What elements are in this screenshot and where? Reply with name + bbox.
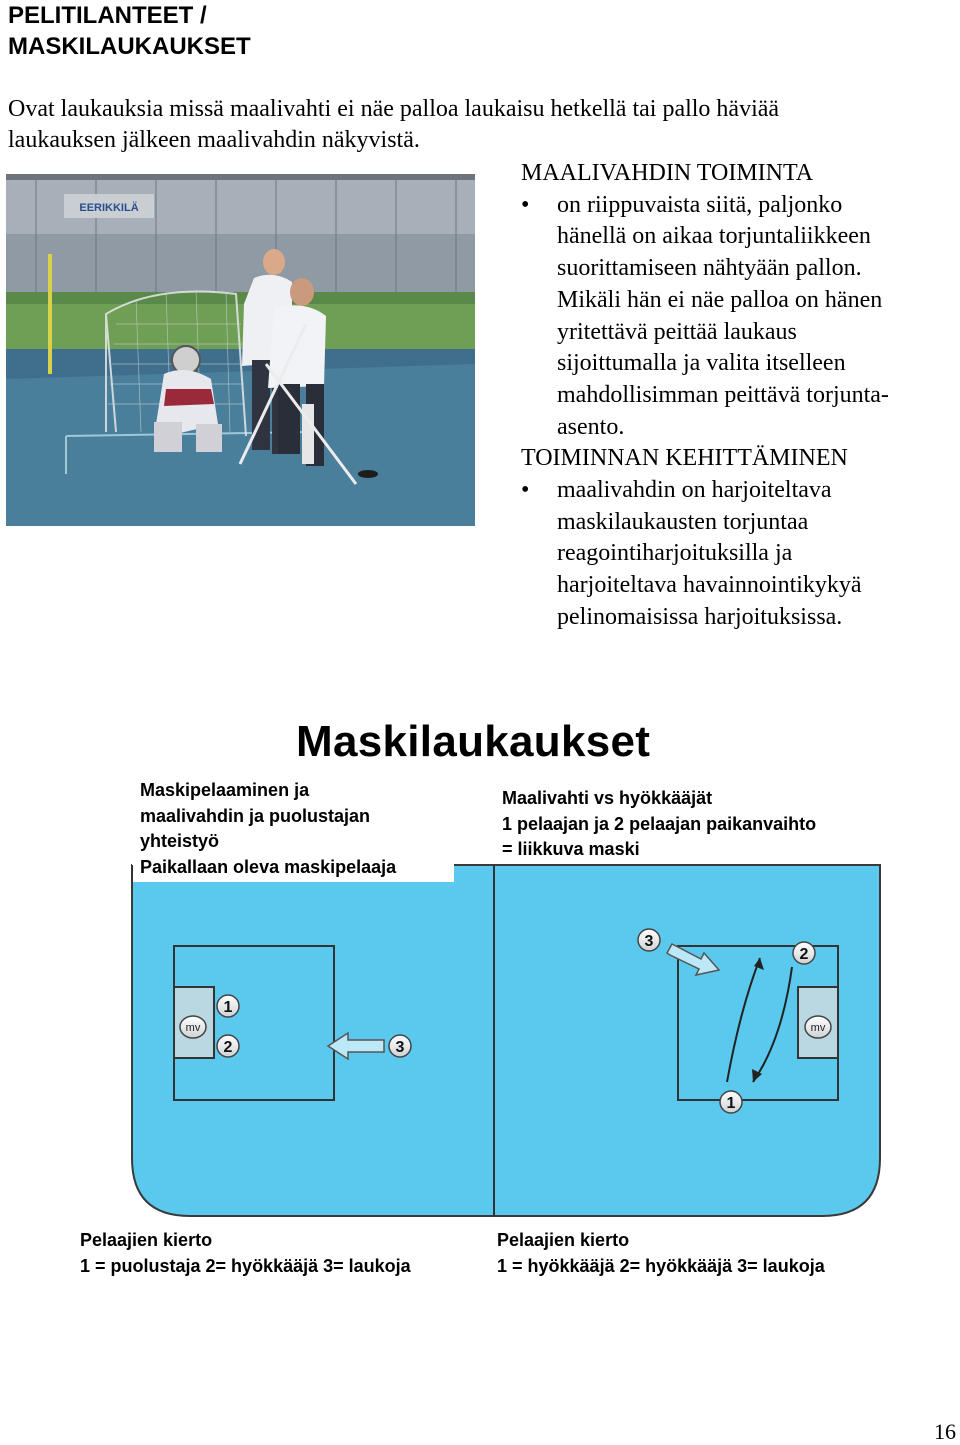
left-player-1 xyxy=(217,995,239,1017)
page-number: 16 xyxy=(934,1419,956,1444)
text-line: harjoiteltava havainnointikykyä xyxy=(557,572,862,599)
left-player-3 xyxy=(389,1035,411,1057)
text-line: maskilaukausten torjuntaa xyxy=(557,508,809,535)
label-line: Paikallaan oleva maskipelaaja xyxy=(140,856,397,877)
text-line: pelinomaisissa harjoituksissa. xyxy=(557,603,843,630)
text-line: hänellä on aikaa torjuntaliikkeen xyxy=(557,223,871,250)
label-line: 1 = puolustaja 2= hyökkääjä 3= laukoja xyxy=(80,1255,411,1276)
label-line: Pelaajien kierto xyxy=(80,1230,213,1250)
text-line: Mikäli hän ei näe palloa on hänen xyxy=(557,286,883,313)
left-drill-label xyxy=(140,778,396,880)
section-title-goalkeeper-action: MAALIVAHDIN TOIMINTA xyxy=(521,160,814,186)
label-line: Maskipelaaminen ja xyxy=(140,780,310,800)
text-line: sijoittumalla ja valita itselleen xyxy=(557,350,846,377)
svg-text:mv: mv xyxy=(810,1022,826,1034)
text-line: reagointiharjoituksilla ja xyxy=(557,540,793,567)
label-line: 1 = hyökkääjä 2= hyökkääjä 3= laukoja xyxy=(497,1255,825,1276)
photo-banner-text: EERIKKILÄ xyxy=(79,202,139,214)
text-line: mahdollisimman peittävä torjunta- xyxy=(557,381,889,408)
label-line: = liikkuva maski xyxy=(502,839,640,859)
bullet-dot: • xyxy=(521,191,530,218)
svg-text:1: 1 xyxy=(223,999,233,1016)
text-line: suorittamiseen nähtyään pallon. xyxy=(557,255,862,282)
right-player-2 xyxy=(793,942,815,964)
left-goalie-marker xyxy=(180,1016,206,1038)
heading-line-2: MASKILAUKAUKSET xyxy=(8,33,251,60)
right-goalie-marker xyxy=(805,1016,831,1038)
text-line: maalivahdin on harjoiteltava xyxy=(557,477,832,504)
heading-line-1: PELITILANTEET / xyxy=(8,2,207,29)
svg-text:mv: mv xyxy=(185,1022,201,1034)
label-line: Pelaajien kierto xyxy=(497,1230,630,1250)
svg-text:1: 1 xyxy=(726,1095,736,1112)
label-line: maalivahdin ja puolustajan xyxy=(140,805,371,826)
court-field xyxy=(132,865,880,1216)
svg-text:3: 3 xyxy=(395,1039,405,1056)
intro-line-2: laukauksen jälkeen maalivahdin näkyvistä. xyxy=(8,127,420,153)
left-player-2 xyxy=(217,1035,239,1057)
label-line: 1 pelaajan ja 2 pelaajan paikanvaihto xyxy=(502,813,817,834)
right-player-3 xyxy=(638,929,660,951)
svg-text:2: 2 xyxy=(223,1039,233,1056)
text-line: asento. xyxy=(557,413,625,440)
text-line: yritettävä peittää laukaus xyxy=(557,318,797,345)
right-player-1 xyxy=(720,1091,742,1113)
section-title-development: TOIMINNAN KEHITTÄMINEN xyxy=(521,445,848,472)
diagram-title: Maskilaukaukset xyxy=(296,717,651,766)
left-rotation-label xyxy=(80,1228,411,1279)
intro-line-1: Ovat laukauksia missä maalivahti ei näe palloa laukaisu hetkellä tai pallo häviää xyxy=(8,96,780,122)
svg-text:2: 2 xyxy=(799,946,809,963)
right-rotation-label xyxy=(497,1228,825,1279)
text-line: on riippuvaista siitä, paljonko xyxy=(557,191,843,218)
right-drill-label xyxy=(502,786,816,863)
label-line: Maalivahti vs hyökkääjät xyxy=(502,788,713,808)
label-line: yhteistyö xyxy=(140,831,220,851)
bullet-dot: • xyxy=(521,477,530,504)
svg-text:3: 3 xyxy=(644,933,654,950)
